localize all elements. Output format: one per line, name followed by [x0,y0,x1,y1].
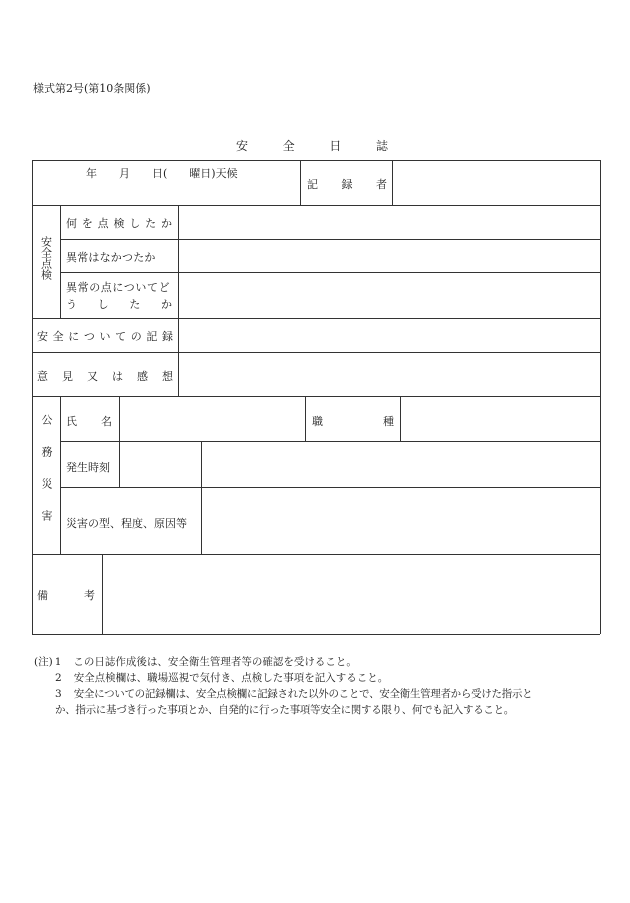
accident-section-label [33,414,59,542]
accident-section-text: 公務災害 [40,414,53,542]
table-line [60,441,600,442]
table-line [392,160,393,205]
note-1 [34,654,604,670]
document-title: 安 全 日 誌 [236,139,388,153]
note-text: この日誌作成後は、安全衛生管理者等の確認を受けること。 [73,656,357,668]
table-line [300,160,301,205]
table-line [178,205,179,396]
table-line [32,352,600,353]
note-3 [34,686,604,702]
opinion-label: 意 見 又 は 感 想 [37,370,173,383]
form-label: 様式第2号(第10条関係) [33,82,151,95]
job-type-label: 職 種 [312,415,394,428]
name-label: 氏 名 [66,415,112,428]
note-3-continued [34,702,604,718]
notes [34,654,604,718]
note-number: 2 [55,672,62,684]
recorder-label: 記 録 者 [307,178,387,191]
inspection-row-what: 何 を 点 検 し た か [66,217,172,230]
note-number: 3 [55,688,62,700]
occurrence-time-label: 発生時刻 [66,461,110,474]
note-text: 安全についての記録欄は、安全点検欄に記録された以外のことで、安全衛生管理者から受けた指示と [73,688,533,700]
table-line [60,272,600,273]
table-line [32,554,600,555]
table-line [102,554,103,634]
note-number: 1 [54,656,62,668]
date-weather-label: 年 月 日( 曜日)天候 [86,167,238,180]
table-border-left [32,160,33,634]
table-line [201,441,202,554]
inspection-section-label [33,236,59,280]
table-line [305,396,306,441]
accident-type-cause-label: 災害の型、程度、原因等 [66,517,187,530]
table-line [32,318,600,319]
table-line [60,205,61,318]
table-line [400,396,401,441]
inspection-row-action-1: 異常の点についてど [66,281,171,294]
table-border-bottom [32,634,600,635]
note-text: か、指示に基づき行った事項とか、自発的に行った事項等安全に関する限り、何でも記入すること。 [55,704,514,716]
inspection-row-abnormal: 異常はなかつたか [66,251,156,264]
table-line [60,487,600,488]
safety-record-label: 安 全 に つ い て の 記 録 [37,330,173,343]
remarks-label: 備 考 [37,589,95,602]
table-border-right [600,160,601,634]
inspection-section-text: 安全点検 [39,236,53,280]
inspection-row-action-2: う し た か [66,298,172,311]
table-line [60,239,600,240]
table-line [119,396,120,487]
note-text: 安全点検欄は、職場巡視で気付き、点検した事項を記入すること。 [73,672,389,684]
table-border-top [32,160,600,161]
table-line [32,205,600,206]
notes-prefix: (注) [34,656,53,668]
table-line [32,396,600,397]
table-line [60,396,61,554]
note-2 [34,670,604,686]
